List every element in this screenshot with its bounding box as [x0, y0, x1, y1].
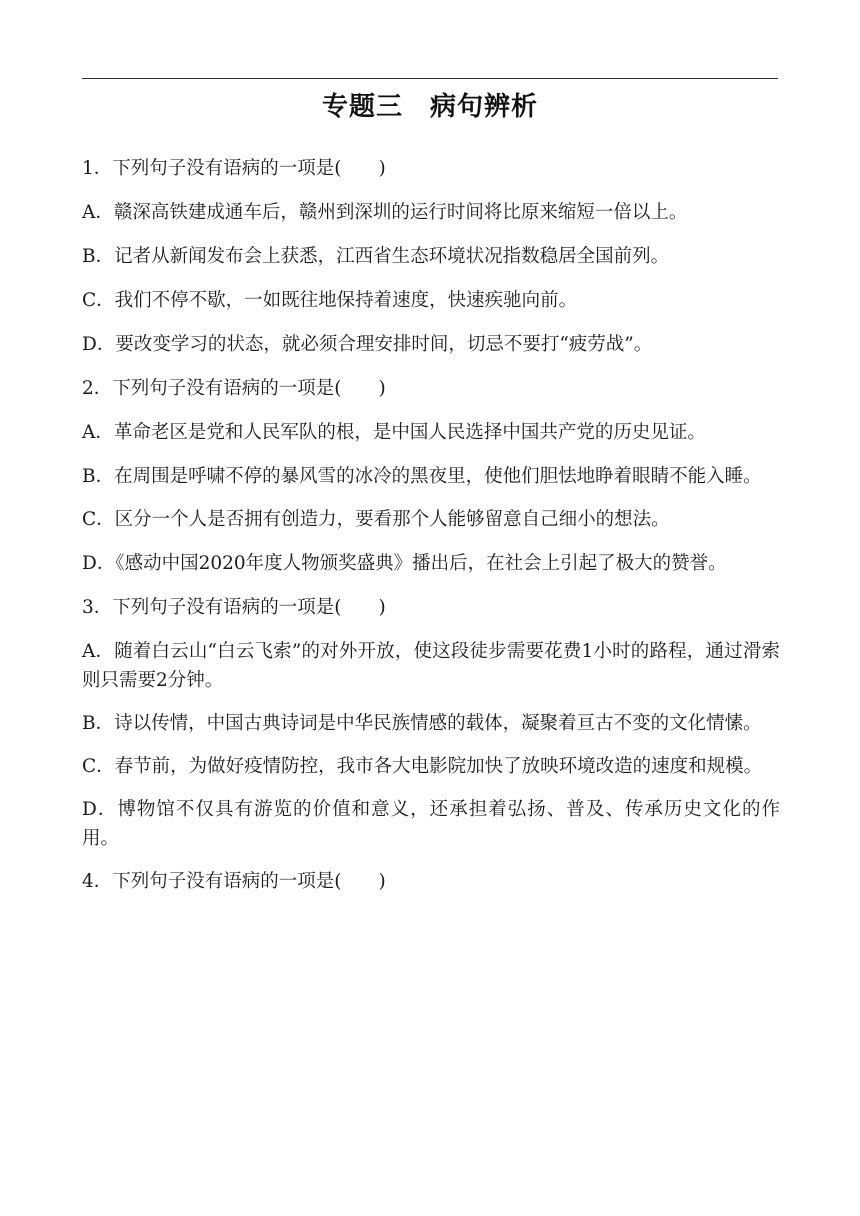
option-a: A．革命老区是党和人民军队的根，是中国人民选择中国共产党的历史见证。: [82, 422, 706, 443]
option-c: C．春节前，为做好疫情防控，我市各大电影院加快了放映环境改造的速度和规模。: [82, 756, 763, 777]
header-rule: [82, 78, 778, 79]
option-c: C．我们不停不歇，一如既往地保持着速度，快速疾驰向前。: [82, 290, 578, 311]
question-list: [82, 154, 780, 911]
option-b: B．诗以传情，中国古典诗词是中华民族情感的载体，凝聚着亘古不变的文化情愫。: [82, 713, 762, 734]
option-c: C．区分一个人是否拥有创造力，要看那个人能够留意自己细小的想法。: [82, 509, 670, 530]
question-stem: 2．下列句子没有语病的一项是( ): [82, 378, 386, 399]
option-b: B．在周围是呼啸不停的暴风雪的冰冷的黑夜里，使他们胆怯地睁着眼睛不能入睡。: [82, 466, 762, 487]
question-stem: 4．下列句子没有语病的一项是( ): [82, 871, 386, 892]
option-d: D．博物馆不仅具有游览的价值和意义，还承担着弘扬、普及、传承历史文化的作用。: [82, 799, 780, 849]
option-d: D．《感动中国2020年度人物颁奖盛典》播出后，在社会上引起了极大的赞誉。: [82, 553, 727, 574]
option-d: D．要改变学习的状态，就必须合理安排时间，切忌不要打“疲劳战”。: [82, 334, 653, 355]
page-title: 专题三 病句辨析: [321, 92, 538, 122]
option-a: A．随着白云山“白云飞索”的对外开放，使这段徒步需要花费1小时的路程，通过滑索则只需要2分钟。: [82, 641, 780, 691]
option-b: B．记者从新闻发布会上获悉，江西省生态环境状况指数稳居全国前列。: [82, 246, 670, 267]
question-stem: 3．下列句子没有语病的一项是( ): [82, 597, 386, 618]
question-stem: 1．下列句子没有语病的一项是( ): [82, 158, 386, 179]
option-a: A．赣深高铁建成通车后，赣州到深圳的运行时间将比原来缩短一倍以上。: [82, 202, 688, 223]
